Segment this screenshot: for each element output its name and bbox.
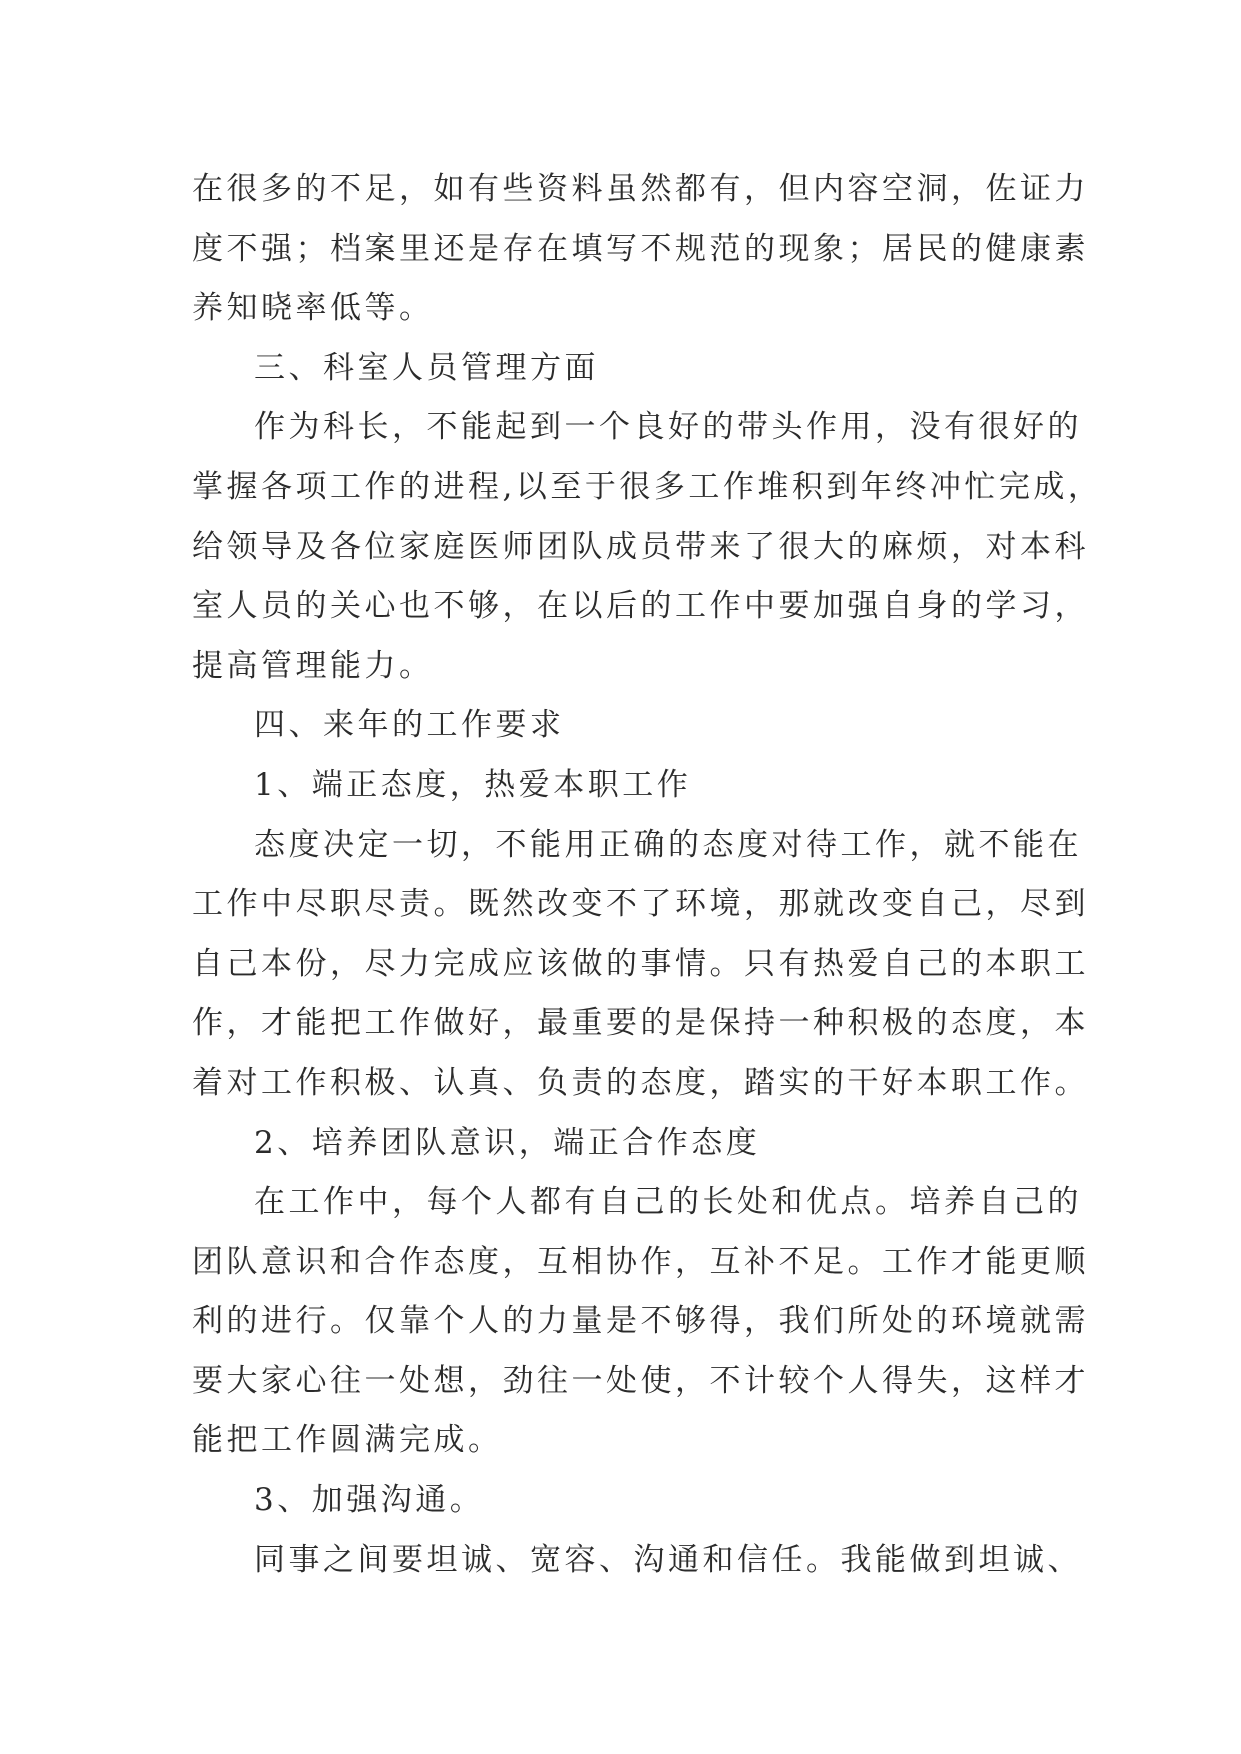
text-line: 在很多的不足，如有些资料虽然都有，但内容空洞，佐证力 — [192, 171, 1089, 207]
document-body — [192, 160, 1103, 1590]
text-line: 团队意识和合作态度，互相协作，互补不足。工作才能更顺 — [192, 1243, 1089, 1280]
text-line: 工作中尽职尽责。既然改变不了环境，那就改变自己，尽到 — [192, 886, 1089, 923]
text-line: 给领导及各位家庭医师团队成员带来了很大的麻烦，对本科 — [192, 528, 1089, 565]
subsection-heading: 3、加强沟通。 — [254, 1482, 485, 1519]
paragraph-start: 在工作中，每个人都有自己的长处和优点。培养自己的 — [254, 1184, 1082, 1221]
paragraph-start: 态度决定一切，不能用正确的态度对待工作，就不能在 — [254, 826, 1082, 863]
text-line: 作，才能把工作做好，最重要的是保持一种积极的态度，本 — [192, 1005, 1089, 1042]
text-line: 室人员的关心也不够，在以后的工作中要加强自身的学习， — [192, 588, 1089, 625]
text-line: 能把工作圆满完成。 — [192, 1422, 503, 1459]
text-line: 要大家心往一处想，劲往一处使，不计较个人得失，这样才 — [192, 1362, 1089, 1399]
text-line: 着对工作积极、认真、负责的态度，踏实的干好本职工作。 — [192, 1064, 1089, 1101]
section-heading: 四、来年的工作要求 — [254, 707, 565, 744]
section-heading: 三、科室人员管理方面 — [254, 349, 599, 386]
text-line: 度不强；档案里还是存在填写不规范的现象；居民的健康素 — [192, 230, 1089, 267]
text-line: 提高管理能力。 — [192, 647, 434, 684]
subsection-heading: 2、培养团队意识，端正合作态度 — [254, 1124, 761, 1161]
text-line: 养知晓率低等。 — [192, 290, 434, 327]
text-line: 掌握各项工作的进程,以至于很多工作堆积到年终冲忙完成， — [192, 468, 1103, 505]
text-line: 自己本份，尽力完成应该做的事情。只有热爱自己的本职工 — [192, 945, 1089, 982]
paragraph-start: 同事之间要坦诚、宽容、沟通和信任。我能做到坦诚、 — [254, 1541, 1082, 1578]
text-line: 利的进行。仅靠个人的力量是不够得，我们所处的环境就需 — [192, 1303, 1089, 1340]
subsection-heading: 1、端正态度，热爱本职工作 — [254, 766, 692, 803]
paragraph-start: 作为科长，不能起到一个良好的带头作用，没有很好的 — [254, 409, 1082, 446]
